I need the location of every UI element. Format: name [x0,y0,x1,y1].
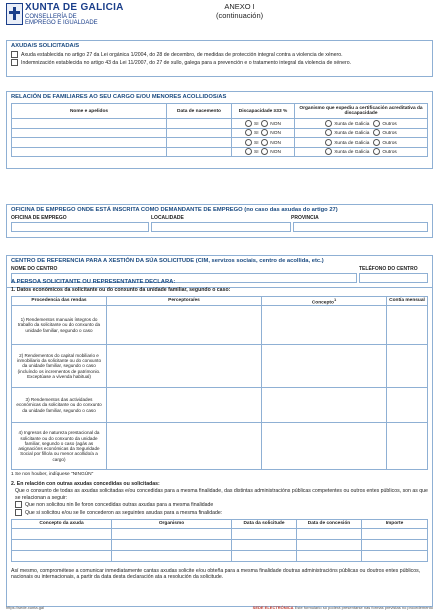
radio[interactable] [245,148,252,155]
radio[interactable] [325,139,332,146]
organismo-cell: Xunta de Galicia Outros [295,147,428,157]
checkbox[interactable] [15,509,22,516]
concepto-cell[interactable] [262,388,387,423]
section-title: CENTRO DE REFERENCIA PARA A XESTIÓN DA SÚA SOLICITUDE (CIM, servizos sociais, centro de acollida, etc.) [11,258,324,264]
contia-cell[interactable] [387,345,428,388]
provincia-input[interactable] [293,222,428,232]
col-concepto: Concepto$^1$ [262,296,387,306]
section-oficina [6,204,433,238]
name-cell[interactable] [12,138,167,148]
oficina-fields [7,221,432,233]
footer-brand: SEDE ELECTRÓNICA Este formulario só poderá presentarse nas formas previstas no procedemento [252,605,433,610]
birth-cell[interactable] [167,147,232,157]
option-non-label: Que non solicitou nin lle foron concedidas outras axudas para a mesma finalidade [25,501,214,508]
organismo-cell: Xunta de Galicia Outros [295,119,428,129]
birth-cell[interactable] [167,138,232,148]
table-row [12,345,428,388]
radio[interactable] [261,120,268,127]
perceptora-cell[interactable] [107,345,262,388]
radio[interactable] [325,148,332,155]
table-row [12,539,428,550]
oficina-input[interactable] [11,222,149,232]
declara-item1: 1. Datos económicos da solicitante ou do conxunto da unidade familiar, segundo o caso: [11,287,231,293]
option-non-solicitou[interactable] [7,501,432,509]
col-organismo: Organismo que expediu a certificación acreditativa da discapacidade [295,104,428,119]
radio[interactable] [245,139,252,146]
option-si-label: Que si solicitou e/ou se lle concederon as seguintes axudas para a mesma finalidade: [25,510,223,517]
disability-cell: SI NON [232,147,295,157]
procedencia-cell: 1) Rendementos manuais íntegros do traballo da solicitante ou do conxunto da unidade familiar, segundo o caso [12,306,107,345]
checkbox[interactable] [11,51,18,58]
table-row [12,388,428,423]
disability-cell: SI NON [232,128,295,138]
section-title: A PERSOA SOLICITANTE OU REPRESENTANTE DECLARA: [11,279,176,285]
contia-cell[interactable] [387,388,428,423]
familiares-table [11,103,428,157]
name-cell[interactable] [12,147,167,157]
col-contia: Contía mensual [387,296,428,306]
perceptora-cell[interactable] [107,423,262,470]
col-birth: Data de nacemento [167,104,232,119]
table-row [12,128,428,138]
axuda-option-1[interactable] [7,51,432,59]
form-header [6,3,436,33]
name-cell[interactable] [12,128,167,138]
xunta-logo-icon [6,3,23,25]
table-row [12,550,428,561]
procedencia-cell: 3) Rendementos das actividades económicas da solicitante ou do conxunto da unidade familiar, segundo o caso [12,388,107,423]
radio[interactable] [373,120,380,127]
disability-cell: SI NON [232,138,295,148]
radio[interactable] [261,148,268,155]
section-title: AXUDA/S SOLICITADA/S [11,43,80,49]
section-title: RELACIÓN DE FAMILIARES AO SEU CARGO E/OU MENORES ACOLLIDOS/AS [11,94,227,100]
col-name: Nome e apelidos [12,104,167,119]
radio[interactable] [245,129,252,136]
footer-url: https://sede.xunta.gal [6,605,45,610]
col-data-concesion: Data de concesión [297,519,362,528]
radio[interactable] [261,129,268,136]
contia-cell[interactable] [387,423,428,470]
annex-title: ANEXO I [224,2,255,11]
annex-subtitle: (continuación) [216,10,264,20]
axuda-option-2-label: Indemnización establecida no artigo 43 da Lei 11/2007, do 27 de xullo, galega para a prevención e o tratamento integral da violencia de xénero. [21,60,352,67]
centro-labels [7,266,432,272]
name-cell[interactable] [12,119,167,129]
birth-cell[interactable] [167,119,232,129]
perceptora-cell[interactable] [107,306,262,345]
outras-axudas-table [11,519,428,562]
birth-cell[interactable] [167,128,232,138]
col-concepto-axuda: Concepto da axuda [12,519,112,528]
col-data-solicitude: Data da solicitude [232,519,297,528]
declara-item2a: Que o conxunto de todas as axudas solicitadas e/ou concedidas para a mesma finalidade, das distintas administracións públicas competentes ou outros entes públicos, son as que se relacionan a seguir: [15,488,428,501]
checkbox[interactable] [11,59,18,66]
disability-cell: SI NON [232,119,295,129]
col-perceptora: Perceptora/es [107,296,262,306]
section-declara [6,277,433,607]
rendas-table [11,296,428,471]
col-procedencia: Procedencia das rendas [12,296,107,306]
dept-line2: EMPREGO E IGUALDADE [25,19,98,26]
footer [6,605,433,610]
procedencia-cell: 4) Ingresos de natureza prestacional da solicitante ou do conxunto da unidade familiar, segundo o caso (agás as asignacións económicas da Seguridade Social por fillo/a ou menor acollido/a a cargo) [12,423,107,470]
table-row [12,423,428,470]
radio[interactable] [245,120,252,127]
footnote: 1 Se non houber, indíquese "NINGÚN" [11,472,94,478]
org-name: XUNTA DE GALICIA [25,2,124,13]
label-centro: NOME DO CENTRO [11,266,58,272]
localidade-input[interactable] [151,222,291,232]
section-axudas [6,40,433,77]
option-si-solicitou[interactable] [7,509,432,517]
table-row [12,138,428,148]
section-title: OFICINA DE EMPREGO ONDE ESTÁ INSCRITA COMO DEMANDANTE DE EMPREGO (no caso das axudas do artigo 27) [11,207,338,213]
axuda-option-2[interactable] [7,59,432,67]
radio[interactable] [373,139,380,146]
table-row [12,119,428,129]
label-oficina: OFICINA DE EMPREGO [11,215,67,221]
organismo-cell: Xunta de Galicia Outros [295,138,428,148]
procedencia-cell: 2) Rendementos do capital mobiliario e inmobiliario da solicitante ou do conxunto da unidade familiar, segundo o caso (incluíndo os incrementos de patrimonio. Exceptúase a vivenda habitual) [12,345,107,388]
radio[interactable] [373,129,380,136]
label-provincia: PROVINCIA [291,215,319,221]
concepto-cell[interactable] [262,345,387,388]
dept-line1: CONSELLERÍA DE [25,13,77,20]
annex-heading [216,3,263,20]
contia-cell[interactable] [387,306,428,345]
section-familiares [6,91,433,169]
col-disability: Discapacidade ≥33 % [232,104,295,119]
concepto-cell[interactable] [262,423,387,470]
col-importe: Importe [362,519,428,528]
radio[interactable] [325,129,332,136]
label-localidade: LOCALIDADE [151,215,184,221]
label-telefono: TELÉFONO DO CENTRO [359,266,418,272]
table-row [12,306,428,345]
axuda-option-1-label: Axuda establecida no artigo 27 da Lei orgánica 1/2004, do 28 de decembro, de medidas de protección integral contra a violencia de xénero. [21,51,343,58]
organismo-cell: Xunta de Galicia Outros [295,128,428,138]
col-organismo: Organismo [112,519,232,528]
closing-text: Así mesmo, comprométese a comunicar inmediatamente cantas axudas solicite e/ou obteña para a mesma finalidade doutras administracións públicas ou doutros entes públicos, nacionais ou internacionais, a partir da data desta declaración ata a resolución da solicitude. [11,567,421,581]
radio[interactable] [261,139,268,146]
organization-block [25,3,124,26]
checkbox[interactable] [15,501,22,508]
radio[interactable] [325,120,332,127]
table-row [12,147,428,157]
radio[interactable] [373,148,380,155]
concepto-cell[interactable] [262,306,387,345]
table-row [12,528,428,539]
perceptora-cell[interactable] [107,388,262,423]
declara-item2: 2. En relación con outras axudas concedidas ou solicitadas: [11,480,160,487]
